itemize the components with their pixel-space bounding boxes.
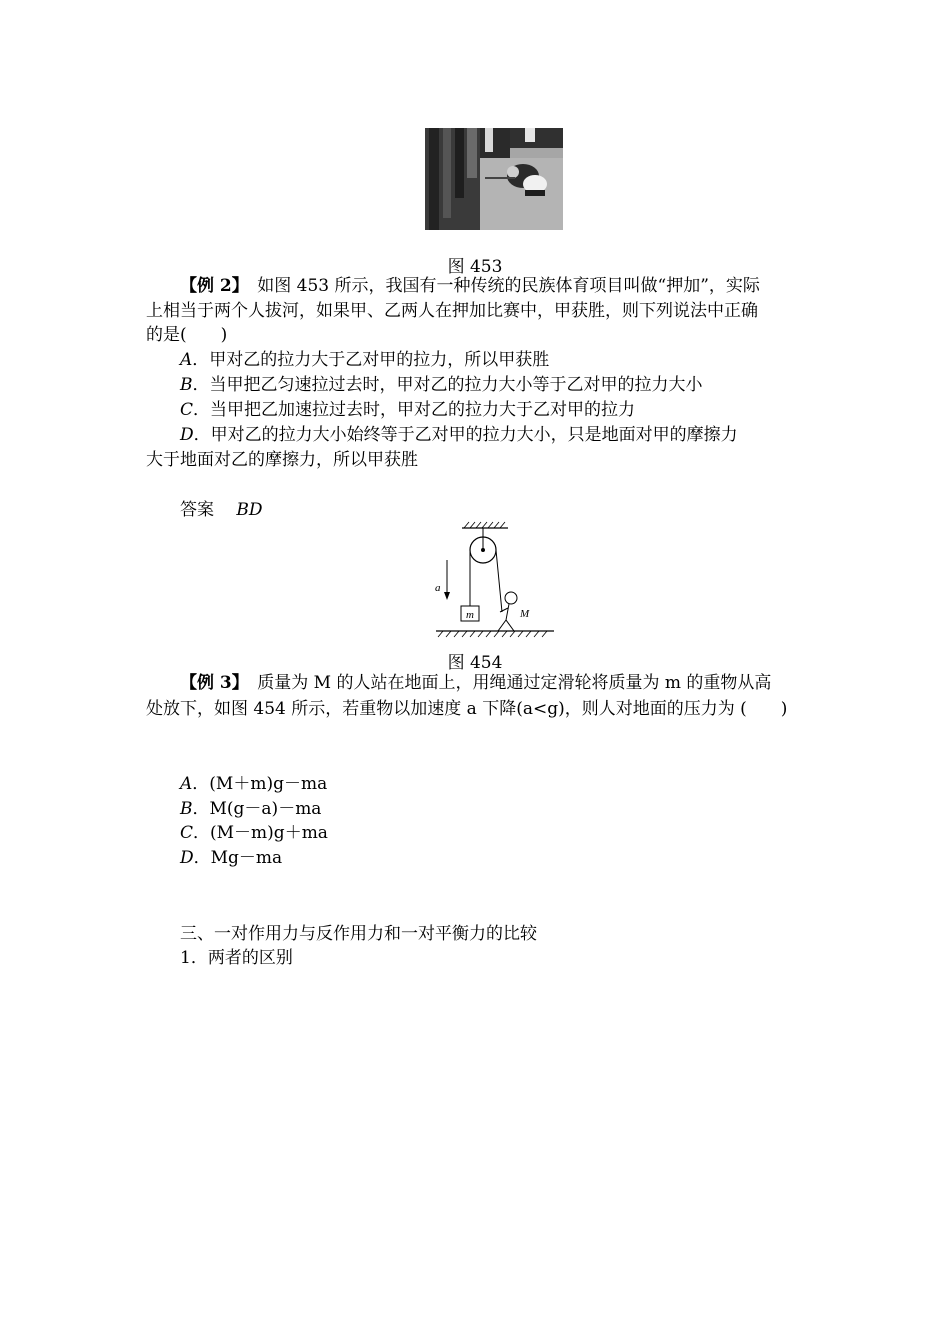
section-3-heading: 三、一对作用力与反作用力和一对平衡力的比较 xyxy=(180,924,537,944)
option-letter: C xyxy=(180,400,194,420)
option-text: ．当甲把乙加速拉过去时，甲对乙的拉力大于乙对甲的拉力 xyxy=(193,400,636,420)
example-2-stem-1: 如图 453 所示，我国有一种传统的民族体育项目叫做“押加”，实际 xyxy=(257,276,760,296)
section-3-item-1: 1．两者的区别 xyxy=(180,948,293,968)
option-text: ．甲对乙的拉力大小始终等于乙对甲的拉力大小，只是地面对甲的摩擦力 xyxy=(193,425,738,445)
option-text: ．(M－m)g＋ma xyxy=(193,823,328,843)
example-3-stem-1: 质量为 M 的人站在地面上，用绳通过定滑轮将质量为 m 的重物从高 xyxy=(257,673,772,693)
example-2-line-1 xyxy=(180,274,760,298)
option-letter: B xyxy=(180,799,193,819)
option-text: ．甲对乙的拉力大于乙对甲的拉力，所以甲获胜 xyxy=(192,350,550,370)
example-2-option-d xyxy=(180,423,738,447)
example-3-stem-2: 处放下，如图 454 所示，若重物以加速度 a 下降(a<g)，则人对地面的压力为 ( ) xyxy=(146,699,788,719)
option-text: ．M(g－a)－ma xyxy=(192,799,322,819)
option-text: ．当甲把乙匀速拉过去时，甲对乙的拉力大小等于乙对甲的拉力大小 xyxy=(192,375,703,395)
option-letter: D xyxy=(180,425,194,445)
example-3-line-1 xyxy=(180,671,771,695)
example-3-tag: 【例 3】 xyxy=(180,673,241,693)
option-letter: B xyxy=(180,375,193,395)
example-2-option-d-continued: 大于地面对乙的摩擦力，所以甲获胜 xyxy=(146,450,418,470)
diagram-label-a: a xyxy=(435,582,441,594)
example-2-stem-3: 的是( ) xyxy=(146,325,228,345)
figure-453-caption: 图 453 xyxy=(447,257,503,277)
example-3-option-b xyxy=(180,797,321,821)
option-letter: D xyxy=(180,848,194,868)
example-2-option-c xyxy=(180,398,635,422)
option-letter: A xyxy=(180,350,193,370)
example-2-option-b xyxy=(180,373,703,397)
example-2-tag: 【例 2】 xyxy=(180,276,241,296)
figure-454-diagram xyxy=(430,520,560,645)
example-2-stem-2: 上相当于两个人拔河，如果甲、乙两人在押加比赛中，甲获胜，则下列说法中正确 xyxy=(146,301,758,321)
figure-454-caption: 图 454 xyxy=(447,653,503,673)
diagram-label-m: m xyxy=(466,609,474,621)
diagram-label-M: M xyxy=(520,608,530,620)
answer-value: BD xyxy=(236,500,263,520)
option-text: ．(M＋m)g－ma xyxy=(192,774,328,794)
answer-label: 答案 xyxy=(180,500,214,520)
example-2-answer xyxy=(180,498,263,522)
example-3-option-d xyxy=(180,846,282,870)
option-letter: A xyxy=(180,774,193,794)
option-letter: C xyxy=(180,823,194,843)
figure-453-photo xyxy=(425,128,563,230)
example-3-option-a xyxy=(180,772,327,796)
example-2-option-a xyxy=(180,348,549,372)
example-3-option-c xyxy=(180,821,328,845)
option-text: ．Mg－ma xyxy=(193,848,283,868)
